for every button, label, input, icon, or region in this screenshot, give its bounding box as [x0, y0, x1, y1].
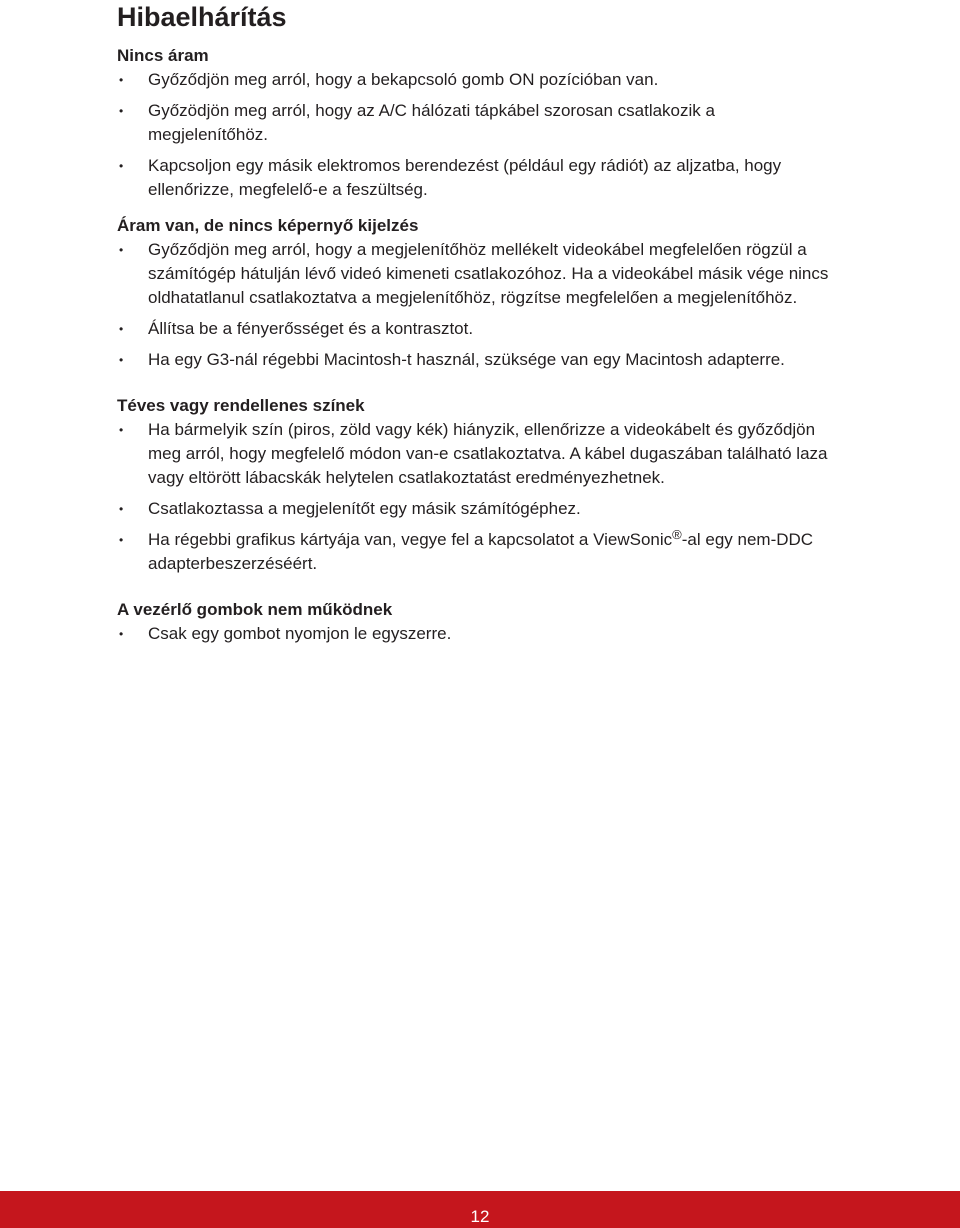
bullet-icon: •	[119, 73, 124, 87]
list-item	[117, 317, 837, 341]
bullet-list	[117, 238, 837, 372]
list-item-text: Ha bármelyik szín (piros, zöld vagy kék) hiányzik, ellenőrizze a videokábelt és győződjön meg arról, hogy megfelelő módon van-e csatlakoztatva. A kábel dugaszában található laza vagy eltörött lábacskák helytelen csatlakoztatást eredményezhetnek.	[148, 420, 828, 487]
list-item	[117, 497, 837, 521]
list-item-text: Győződjön meg arról, hogy a megjelenítőhöz mellékelt videokábel megfelelően rögzül a számítógép hátulján lévő videó kimeneti csatlakozóhoz. Ha a videokábel másik vége nincs oldhatatlanul csatlakoztatva a megjelenítőhöz, rögzítse megfelelően a megjelenítőhöz.	[148, 240, 829, 307]
bullet-icon: •	[119, 533, 124, 547]
bullet-list	[117, 68, 837, 202]
registered-mark: ®	[672, 527, 682, 542]
bullet-icon: •	[119, 353, 124, 367]
list-item-text-end: -al egy nem-DDC adapterbeszerzéséért.	[148, 530, 814, 573]
bullet-icon: •	[119, 104, 124, 118]
list-item-text: Győzödjön meg arról, hogy az A/C hálózati tápkábel szorosan csatlakozik a megjelenítőhöz.	[148, 101, 715, 144]
list-item	[117, 68, 837, 92]
troubleshooting-content	[117, 44, 837, 653]
page-number: 12	[470, 1207, 490, 1226]
list-item	[117, 99, 837, 147]
bullet-icon: •	[119, 322, 124, 336]
bullet-icon: •	[119, 159, 124, 173]
section-wrong-colors	[117, 394, 837, 576]
list-item-text: Állítsa be a fényerősséget és a kontrasztot.	[148, 319, 474, 338]
section-heading: Nincs áram	[117, 46, 209, 65]
page-title: Hibaelhárítás	[117, 2, 287, 32]
section-power-no-display	[117, 214, 837, 372]
bullet-list	[117, 418, 837, 576]
list-item	[117, 154, 837, 202]
bullet-list	[117, 622, 837, 646]
list-item	[117, 528, 837, 576]
list-item	[117, 348, 837, 372]
section-heading: Áram van, de nincs képernyő kijelzés	[117, 216, 419, 235]
bullet-icon: •	[119, 502, 124, 516]
list-item-text: Kapcsoljon egy másik elektromos berendezést (például egy rádiót) az aljzatba, hogy ellenőrizze, megfelelő-e a feszültség.	[148, 156, 782, 199]
list-item-text: Csatlakoztassa a megjelenítőt egy másik számítógéphez.	[148, 499, 581, 518]
list-item-text: Győződjön meg arról, hogy a bekapcsoló gomb ON pozícióban van.	[148, 70, 659, 89]
section-control-buttons	[117, 598, 837, 646]
section-heading: A vezérlő gombok nem működnek	[117, 600, 393, 619]
list-item-text: Csak egy gombot nyomjon le egyszerre.	[148, 624, 452, 643]
bullet-icon: •	[119, 627, 124, 641]
list-item-text: Ha egy G3-nál régebbi Macintosh-t használ, szüksége van egy Macintosh adapterre.	[148, 350, 785, 369]
list-item	[117, 622, 837, 646]
bullet-icon: •	[119, 243, 124, 257]
section-heading: Téves vagy rendellenes színek	[117, 396, 365, 415]
list-item	[117, 418, 837, 490]
list-item	[117, 238, 837, 310]
bullet-icon: •	[119, 423, 124, 437]
list-item-text-start: Ha régebbi grafikus kártyája van, vegye fel a kapcsolatot a ViewSonic	[148, 530, 673, 549]
section-no-power	[117, 44, 837, 202]
